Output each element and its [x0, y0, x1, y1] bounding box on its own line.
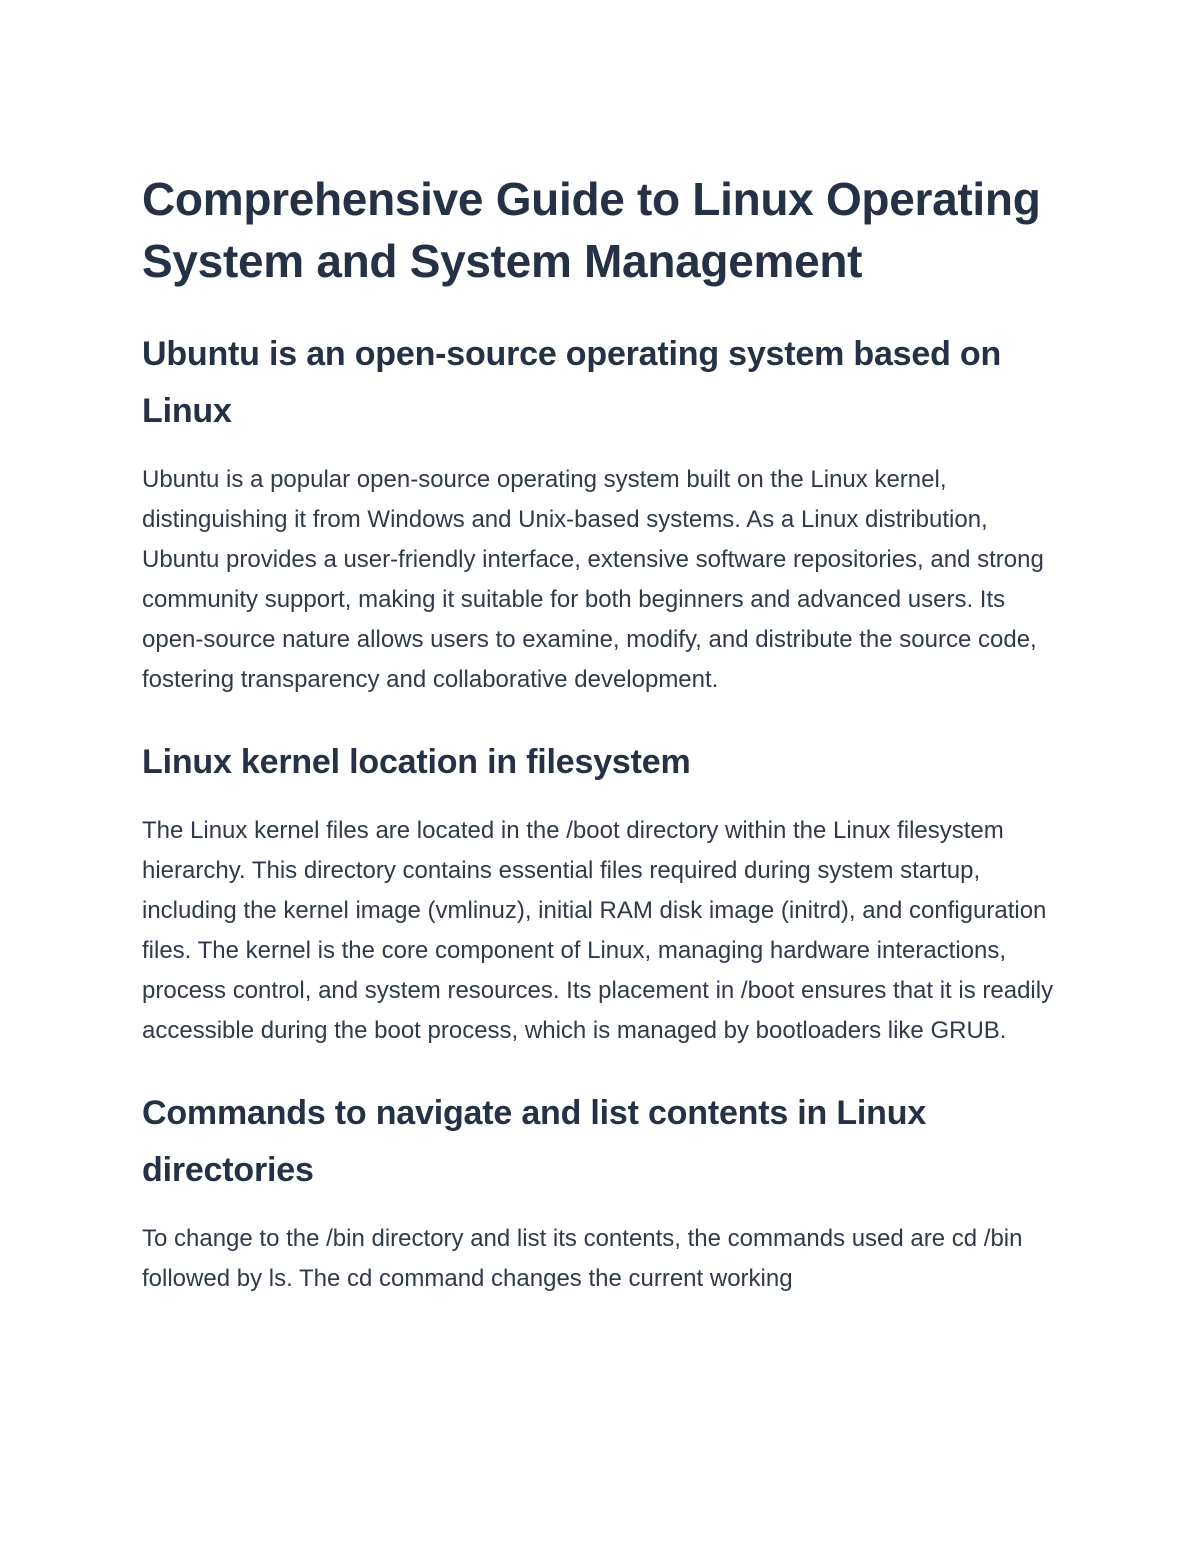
section-heading: Commands to navigate and list contents in Linux directories: [142, 1094, 927, 1189]
document-title: Comprehensive Guide to Linux Operating System and System Management: [142, 173, 1041, 287]
section-heading: Linux kernel location in filesystem: [142, 743, 691, 781]
section-navigation-commands: [142, 1085, 1062, 1299]
section-paragraph: Ubuntu is a popular open-source operating system built on the Linux kernel, distinguishing it from Windows and Unix-based systems. As a Linux distribution, Ubuntu provides a user-friendly interface, extensive software repositories, and strong community support, making it suitable for both beginners and advanced users. Its open-source nature allows users to examine, modify, and distribute the source code, fostering transparency and collaborative development.: [142, 466, 1044, 693]
section-heading: Ubuntu is an open-source operating system based on Linux: [142, 335, 1002, 430]
document-page: [142, 168, 1062, 1299]
section-kernel-location: [142, 734, 1062, 1051]
section-paragraph: The Linux kernel files are located in the /boot directory within the Linux filesystem hierarchy. This directory contains essential files required during system startup, including the kernel image (vmlinuz), initial RAM disk image (initrd), and configuration files. The kernel is the core component of Linux, managing hardware interactions, process control, and system resources. Its placement in /boot ensures that it is readily accessible during the boot process, which is managed by bootloaders like GRUB.: [142, 817, 1054, 1044]
section-paragraph: To change to the /bin directory and list its contents, the commands used are cd /bin followed by ls. The cd command changes the current working: [142, 1225, 1023, 1292]
section-ubuntu: [142, 326, 1062, 700]
